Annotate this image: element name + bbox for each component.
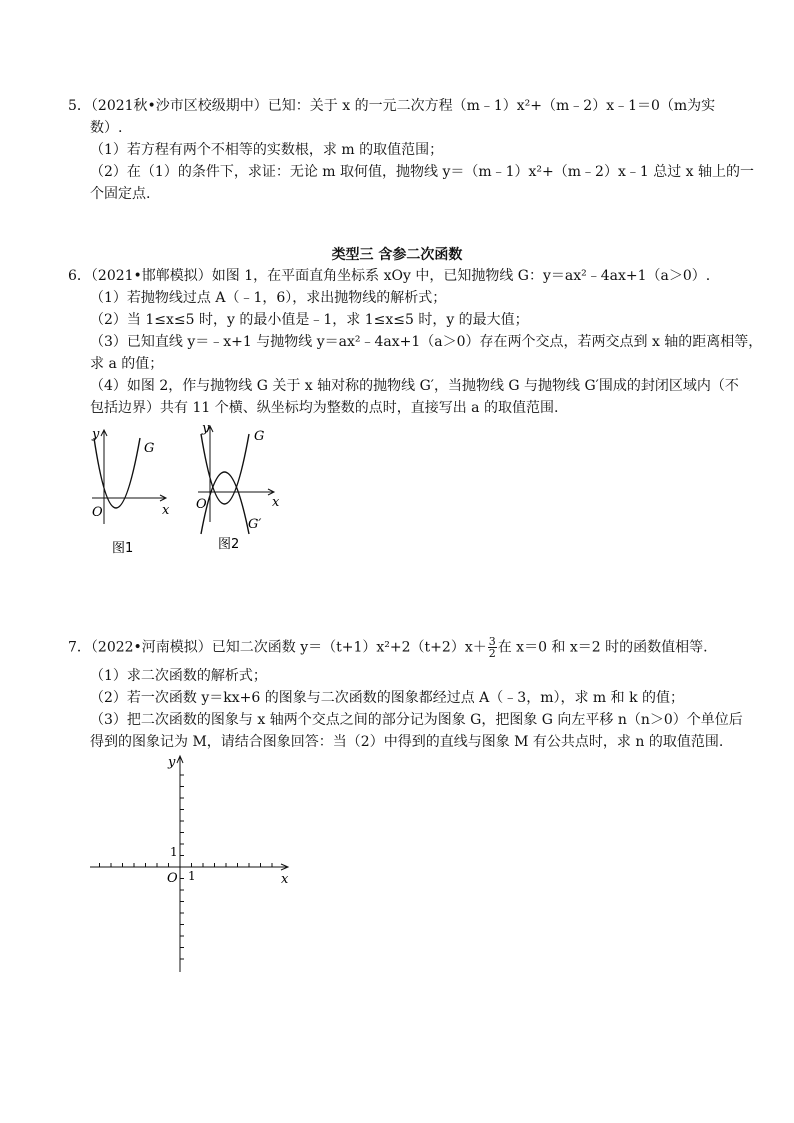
p7-line3: （2）若一次函数 y＝kx+6 的图象与二次函数的图象都经过点 A（﹣3，m），求 m 和 k 的值； — [90, 690, 685, 706]
fig2-parabola-g — [201, 434, 249, 504]
p6-line3: （2）当 1≤x≤5 时，y 的最小值是﹣1，求 1≤x≤5 时，y 的最大值； — [90, 312, 529, 328]
p5-line3: （1）若方程有两个不相等的实数根，求 m 的取值范围； — [90, 142, 444, 158]
p7-line1-pre: 7．（2022•河南模拟）已知二次函数 y＝（t+1）x²+2（t+2）x＋ — [68, 639, 487, 656]
p7-frac-num: 3 — [488, 635, 496, 648]
figure-3-coordinate-system — [84, 752, 304, 982]
fig2-origin-label: O — [196, 497, 207, 512]
p7-line2: （1）求二次函数的解析式； — [90, 668, 267, 684]
figure-2 — [194, 418, 294, 558]
p5-line1: 5．（2021秋•沙市区校级期中）已知：关于 x 的一元二次方程（m﹣1）x²+（m﹣2）x﹣1＝0（m为实 — [68, 98, 716, 114]
fig3-y-label: y — [168, 755, 176, 770]
p7-frac-den: 2 — [488, 647, 496, 660]
fig1-y-label: y — [92, 427, 100, 442]
fig2-caption: 图2 — [218, 537, 240, 552]
p5-line2: 数）. — [90, 120, 123, 136]
p5-line5: 个固定点. — [90, 186, 151, 202]
p5-line4: （2）在（1）的条件下，求证：无论 m 取何值，抛物线 y＝（m﹣1）x²+（m﹣2）x﹣1 总过 x 轴上的一 — [90, 164, 754, 180]
section-title: 类型三 含参二次函数 — [331, 247, 463, 263]
p6-line1: 6．（2021•邯郸模拟）如图 1，在平面直角坐标系 xOy 中，已知抛物线 G：y＝ax²﹣4ax+1（a＞0）. — [68, 268, 711, 284]
fig2-y-label: y — [202, 421, 210, 436]
p6-line6: （4）如图 2，作与抛物线 G 关于 x 轴对称的抛物线 G′，当抛物线 G 与抛物线 G′围成的封闭区域内（不 — [90, 378, 739, 394]
fig3-y-unit-label: 1 — [170, 845, 178, 859]
fig3-x-label: x — [281, 872, 289, 887]
figure-1 — [86, 424, 186, 564]
p6-line2: （1）若抛物线过点 A（﹣1，6），求出抛物线的解析式； — [90, 290, 447, 306]
x-axis-ticks — [100, 863, 273, 867]
fig2-g-prime-label: G′ — [248, 517, 262, 532]
fig3-origin-label: O — [167, 871, 178, 886]
p6-line7: 包括边界）共有 11 个横、纵坐标均为整数的点时，直接写出 a 的取值范围. — [90, 400, 559, 416]
fig2-x-label: x — [272, 495, 280, 510]
fig1-caption: 图1 — [112, 541, 134, 556]
p6-line5: 求 a 的值； — [90, 356, 164, 372]
p7-line1 — [68, 636, 708, 659]
fig2-g-label: G — [254, 429, 265, 444]
p7-line4: （3）把二次函数的图象与 x 轴两个交点之间的部分记为图象 G，把图象 G 向左平移 n（n＞0）个单位后 — [90, 712, 743, 728]
fig1-x-label: x — [162, 503, 170, 518]
p6-line4: （3）已知直线 y＝﹣x+1 与抛物线 y＝ax²﹣4ax+1（a＞0）存在两个交点，若两交点到 x 轴的距离相等， — [90, 334, 763, 350]
fig1-origin-label: O — [92, 505, 103, 520]
p7-fraction — [488, 636, 497, 659]
fig2-parabola-g-prime — [201, 472, 249, 534]
fig1-g-label: G — [144, 441, 155, 456]
fig3-x-unit-label: 1 — [188, 869, 196, 883]
p7-line1-post: 在 x＝0 和 x＝2 时的函数值相等. — [497, 639, 708, 656]
p7-line5: 得到的图象记为 M，请结合图象回答：当（2）中得到的直线与图象 M 有公共点时，求 n 的取值范围. — [90, 734, 724, 750]
